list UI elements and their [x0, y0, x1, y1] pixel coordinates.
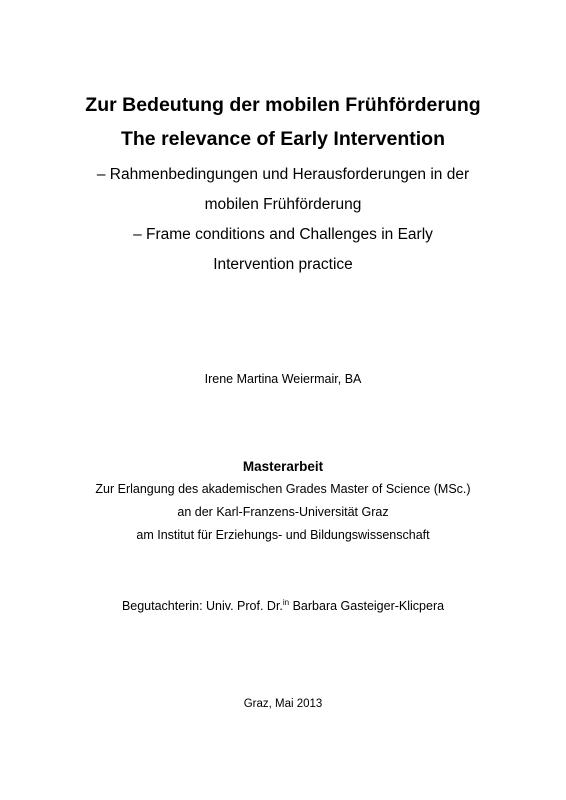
reviewer-prefix: Begutachterin: Univ. Prof. Dr.: [121, 599, 283, 613]
institute-line: am Institut für Erziehungs- und Bildungswissenschaft: [136, 528, 430, 542]
subtitle-german-line-1: – Rahmenbedingungen und Herausforderungen in der: [96, 166, 470, 183]
reviewer-line: [0, 597, 566, 615]
author-name: Irene Martina Weiermair, BA: [204, 372, 362, 386]
subtitle-english-line-1: – Frame conditions and Challenges in Early: [133, 226, 433, 243]
title-german: Zur Bedeutung der mobilen Frühförderung: [85, 94, 481, 116]
place-date: Graz, Mai 2013: [243, 698, 323, 710]
thesis-info: [0, 456, 566, 547]
reviewer-title-superscript: in: [282, 597, 290, 607]
subtitle-english-line-2: Intervention practice: [213, 256, 353, 273]
reviewer-name: Barbara Gasteiger-Klicpera: [289, 599, 445, 613]
title-english: The relevance of Early Intervention: [120, 128, 446, 150]
university-line: an der Karl-Franzens-Universität Graz: [177, 505, 389, 519]
degree-line: Zur Erlangung des akademischen Grades Master of Science (MSc.): [95, 482, 471, 496]
thesis-type: Masterarbeit: [242, 459, 324, 474]
subtitle-german-line-2: mobilen Frühförderung: [204, 196, 362, 213]
thesis-title: [0, 88, 566, 156]
thesis-subtitle: [0, 160, 566, 280]
